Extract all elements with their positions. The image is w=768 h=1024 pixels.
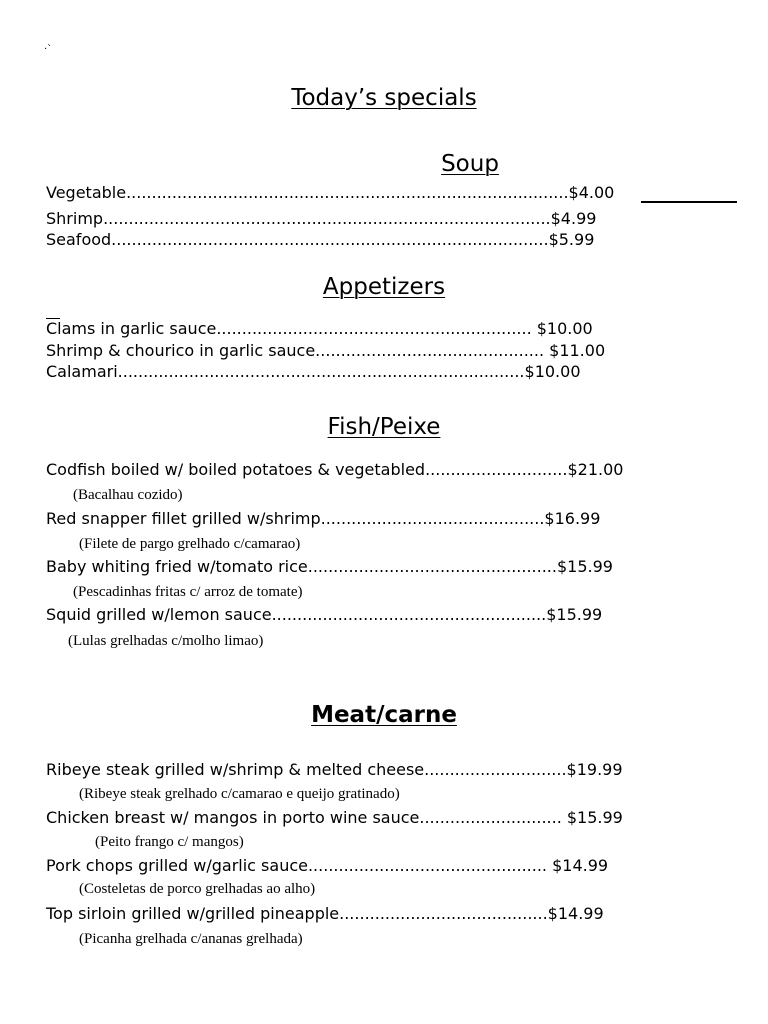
- soup-item-seafood: Seafood......................................................................................$5.99: [46, 230, 595, 249]
- fish-item-baby-whiting-translation: (Pescadinhas fritas c/ arroz de tomate): [73, 584, 303, 600]
- meat-item-top-sirloin-translation: (Picanha grelhada c/ananas grelhada): [79, 931, 303, 947]
- appetizers-heading: Appetizers: [322, 274, 446, 300]
- appetizer-item-calamari: Calamari................................................................................$10.00: [46, 362, 581, 381]
- meat-item-ribeye: Ribeye steak grilled w/shrimp & melted cheese............................$19.99: [46, 760, 623, 779]
- soup-heading: Soup: [441, 151, 499, 177]
- fish-item-baby-whiting: Baby whiting fried w/tomato rice.................................................$15.99: [46, 557, 613, 576]
- appetizer-item-clams: Clams in garlic sauce.............................................................. $10.00: [46, 319, 593, 338]
- soup-item-vegetable: Vegetable.......................................................................................$4.00: [46, 183, 615, 202]
- corner-mark: ·`: [44, 44, 53, 55]
- fish-item-red-snapper: Red snapper fillet grilled w/shrimp............................................$16.99: [46, 509, 601, 528]
- meat-item-pork-chops-translation: (Costeletas de porco grelhadas ao alho): [79, 881, 316, 897]
- meat-item-chicken-breast-translation: (Peito frango c/ mangos): [95, 834, 244, 850]
- underline-rule: [641, 201, 737, 203]
- appetizer-item-shrimp-chourico: Shrimp & chourico in garlic sauce............................................. $11.00: [46, 341, 606, 360]
- fish-item-squid: Squid grilled w/lemon sauce......................................................$15.99: [46, 605, 603, 624]
- meat-item-chicken-breast: Chicken breast w/ mangos in porto wine sauce............................ $15.99: [46, 808, 623, 827]
- page-title: Today’s specials: [291, 85, 477, 111]
- meat-heading: Meat/carne: [311, 702, 457, 728]
- fish-item-red-snapper-translation: (Filete de pargo grelhado c/camarao): [79, 536, 301, 552]
- fish-item-codfish: Codfish boiled w/ boiled potatoes & vegetabled............................$21.00: [46, 460, 624, 479]
- meat-item-top-sirloin: Top sirloin grilled w/grilled pineapple.........................................$14.99: [46, 904, 604, 923]
- soup-item-shrimp: Shrimp........................................................................................$4.99: [46, 209, 597, 228]
- fish-item-codfish-translation: (Bacalhau cozido): [73, 487, 183, 503]
- meat-item-pork-chops: Pork chops grilled w/garlic sauce............................................... $14.99: [46, 856, 609, 875]
- meat-item-ribeye-translation: (Ribeye steak grelhado c/camarao e queijo gratinado): [79, 786, 400, 802]
- fish-heading: Fish/Peixe: [327, 414, 441, 440]
- fish-item-squid-translation: (Lulas grelhadas c/molho limao): [68, 633, 264, 649]
